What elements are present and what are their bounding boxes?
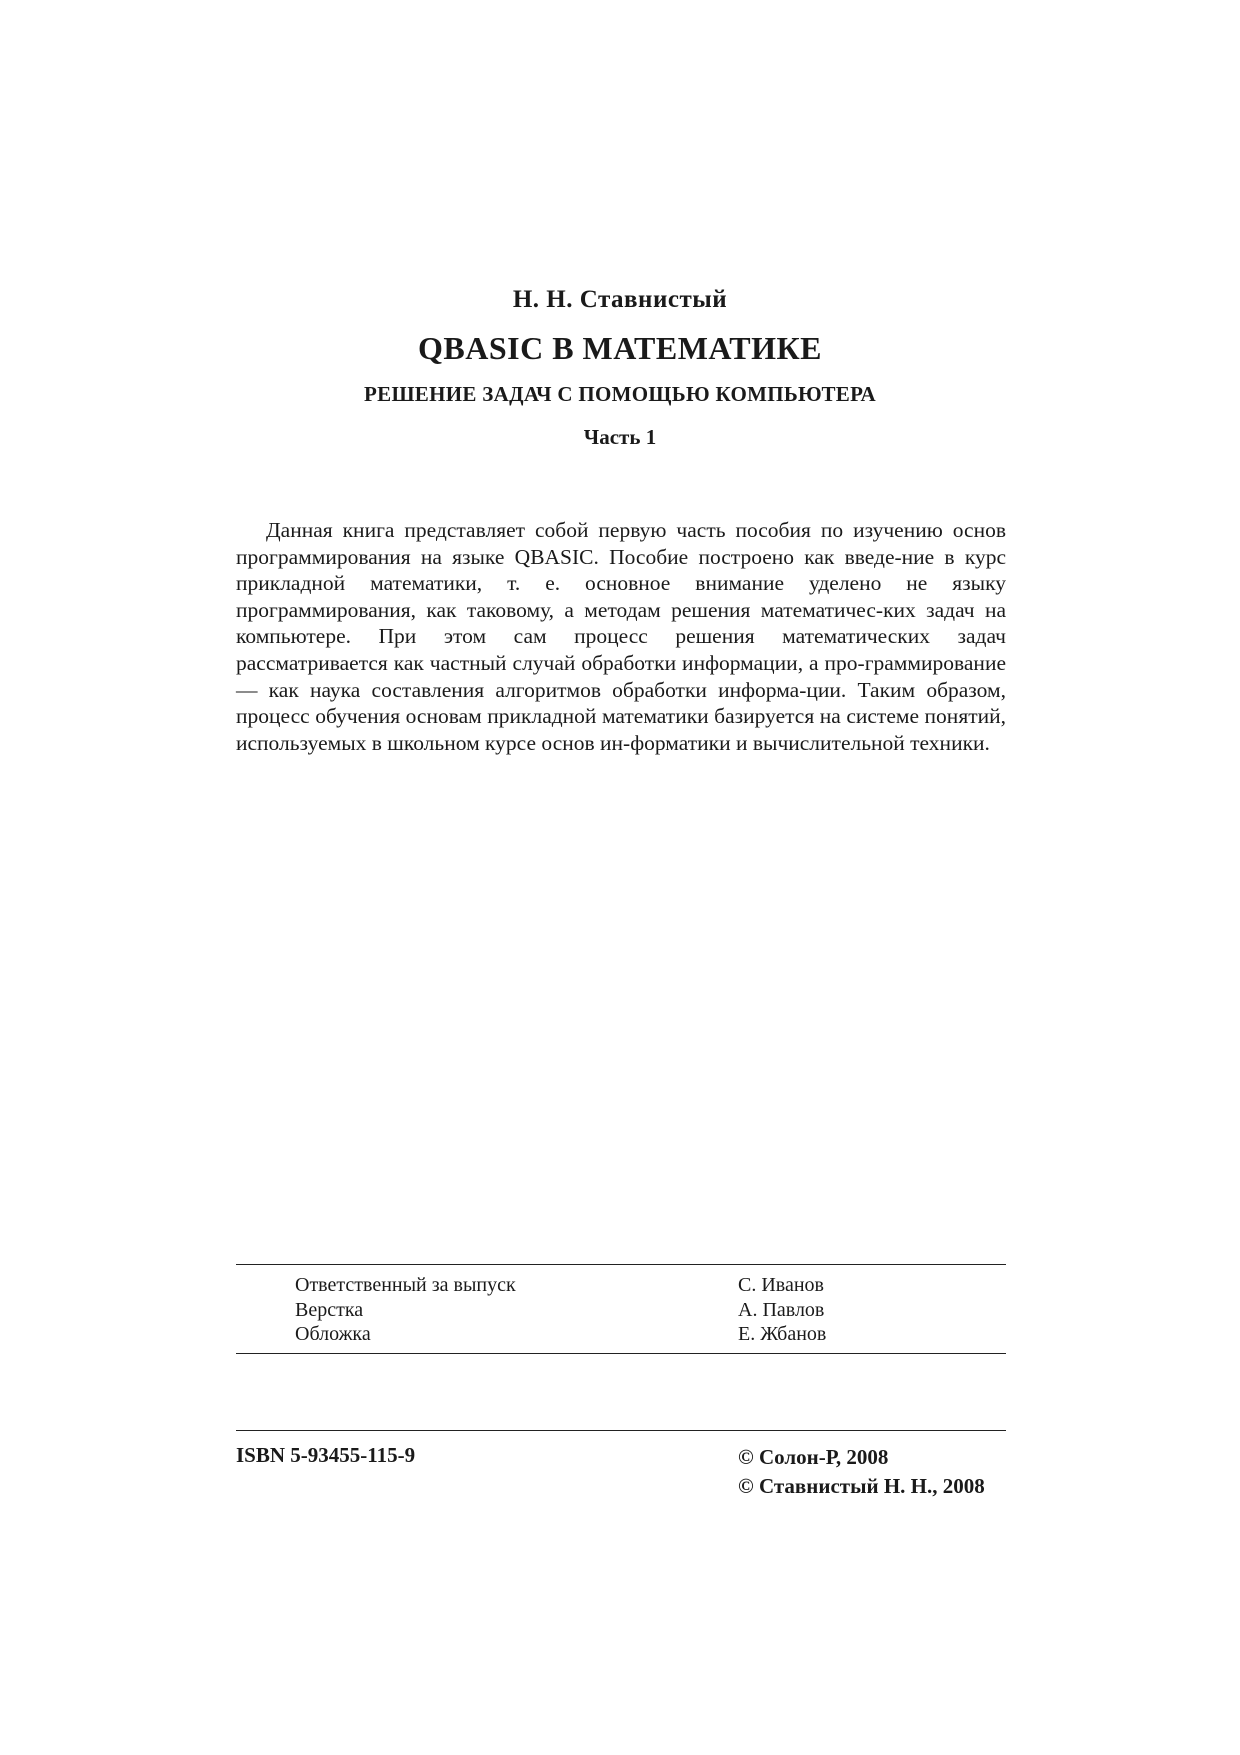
- abstract-paragraph: Данная книга представляет собой первую часть пособия по изучению основ программирования на языке QBASIC. Пособие построено как введе-ние в курс прикладной математики, т. е. основное внимание уделено не языку программирования, как таковому, а методам решения математичес-ких задач на компьютере. При этом сам процесс решения математических задач рассматривается как частный случай обработки информации, а про-граммирование — как наука составления алгоритмов обработки информа-ции. Таким образом, процесс обучения основам прикладной математики базируется на системе понятий, используемых в школьном курсе основ ин-форматики и вычислительной техники.: [236, 518, 1006, 755]
- credit-role: Обложка: [295, 1323, 371, 1345]
- isbn: ISBN 5-93455-115-9: [236, 1443, 416, 1467]
- isbn-divider: [236, 1430, 1006, 1431]
- copyright-author: © Ставнистый Н. Н., 2008: [738, 1474, 985, 1498]
- credit-row: [295, 1322, 945, 1347]
- credits-top-divider: [236, 1264, 1006, 1265]
- credit-role: Верстка: [295, 1298, 364, 1321]
- credit-row: [295, 1298, 945, 1323]
- book-title: QBASIC В МАТЕМАТИКЕ: [417, 330, 822, 366]
- credits-bottom-divider: [236, 1353, 1006, 1354]
- author-name: Н. Н. Ставнистый: [512, 286, 728, 313]
- credit-row: [295, 1273, 945, 1298]
- copyright-publisher: © Солон-Р, 2008: [738, 1445, 889, 1469]
- credit-role: Ответственный за выпуск: [295, 1274, 516, 1296]
- copyright-block: [738, 1443, 985, 1501]
- book-part: Часть 1: [583, 425, 657, 449]
- credit-name: С. Иванов: [738, 1274, 824, 1296]
- credit-name: Е. Жбанов: [738, 1323, 827, 1345]
- credit-name: А. Павлов: [738, 1298, 825, 1321]
- credits-list: [295, 1273, 945, 1347]
- book-subtitle: РЕШЕНИЕ ЗАДАЧ С ПОМОЩЬЮ КОМПЬЮТЕРА: [364, 382, 876, 406]
